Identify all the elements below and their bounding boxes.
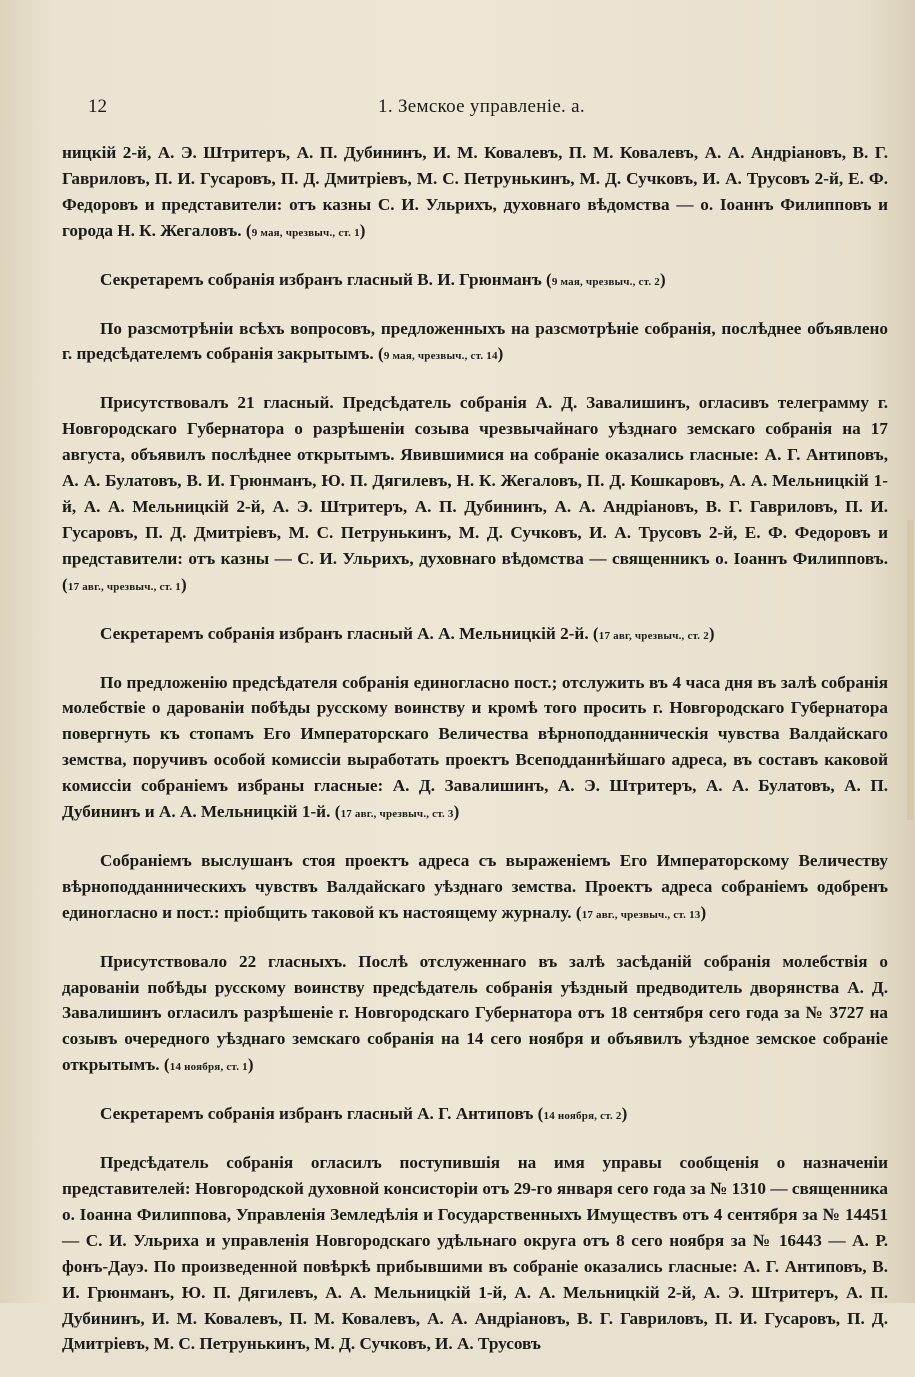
paragraph-text: Присутствовало 22 гласныхъ. Послѣ отслуженнаго въ залѣ засѣданій собранія молебствія о дарованіи побѣды русскому воинству предсѣдатель собранія уѣздный предводитель дворянства А. Д. Завалишинъ огласилъ разрѣшеніе г. Новгородскаго Губернатора отъ 18 сентября сего года за № 3727 на созывъ очередного уѣзднаго земскаго собранія на 14 сего ноября и объявилъ уѣздное земское собраніе открытымъ. bbox=[62, 951, 888, 1075]
journal-reference: ( 9 мая, чрезвыч., ст. 14 ) bbox=[378, 350, 504, 362]
journal-reference: ( 17 авг, чрезвыч., ст. 2 ) bbox=[593, 630, 715, 642]
paragraph-5 bbox=[62, 621, 888, 650]
journal-reference: ( 14 ноября, ст. 1 ) bbox=[164, 1061, 254, 1073]
paragraph-6 bbox=[62, 670, 888, 828]
page-edge-shadow bbox=[907, 520, 913, 820]
journal-reference: ( 9 мая, чрезвыч., ст. 2 ) bbox=[546, 276, 666, 288]
page-number: 12 bbox=[88, 96, 107, 117]
journal-reference: ( 9 мая, чрезвыч., ст. 1 ) bbox=[246, 227, 366, 239]
paragraph-text: Секретаремъ собранія избранъ гласный А. А. Мельницкій 2-й. bbox=[100, 623, 589, 643]
running-title: 1. Земское управленіе. а. bbox=[378, 96, 585, 117]
journal-reference: ( 17 авг., чрезвыч., ст. 13 ) bbox=[576, 909, 707, 921]
paragraph-text: Предсѣдатель собранія огласилъ поступившія на имя управы сообщенія о назначеніи представителей: Новгородской духовной консисторіи отъ 29-го января сего года за № 1310 — священника о. Іоанна Филиппова, Управленія Земледѣлія и Государственныхъ Имуществъ отъ 4 сентября за № 14451 — С. И. Ульриха и управленія Новгородскаго удѣльнаго округа отъ 8 сего ноября за № 16443 — А. Р. фонъ-Дауэ. По произведенной повѣркѣ прибывшими въ собраніе оказались гласные: А. Г. Антиповъ, В. И. Грюнманъ, Ю. П. Дягилевъ, А. А. Мельницкій 1-й, А. А. Мельницкій 2-й, А. Э. Штритеръ, А. П. Дубининъ, И. М. Ковалевъ, П. М. Ковалевъ, А. А. Андріановъ, В. Г. Гавриловъ, П. И. Гусаровъ, П. Д. Дмитріевъ, М. С. Петрунькинъ, М. Д. Сучковъ, И. А. Трусовъ bbox=[62, 1153, 888, 1354]
paragraph-1 bbox=[62, 140, 888, 247]
paragraph-10 bbox=[62, 1150, 888, 1357]
page-header bbox=[88, 96, 875, 122]
paragraph-text: Секретаремъ собранія избранъ гласный В. И. Грюнманъ bbox=[100, 269, 542, 289]
journal-reference: ( 14 ноября, ст. 2 ) bbox=[538, 1110, 628, 1122]
journal-reference: ( 17 авг., чрезвыч., ст. 3 ) bbox=[335, 808, 460, 820]
paragraph-7 bbox=[62, 848, 888, 929]
paragraph-3 bbox=[62, 316, 888, 371]
paragraph-2 bbox=[62, 267, 888, 296]
paragraph-text: По предложенію предсѣдателя собранія единогласно пост.; отслужить въ 4 часа дня въ залѣ собранія молебствіе о дарованіи побѣды русскому воинству и кромѣ того просить г. Новгородскаго Губернатора повергнуть къ стопамъ Его Императорскаго Величества вѣрноподданническія чувства Валдайскаго земства, поручивъ особой комиссіи выработать проектъ Всеподданнѣйшаго адреса, въ составъ каковой комиссіи собраніемъ избраны гласные: А. Д. Завалишинъ, А. Э. Штритеръ, А. А. Булатовъ, А. П. Дубининъ и А. А. Мельницкій 1-й. bbox=[62, 672, 888, 822]
paragraph-9 bbox=[62, 1101, 888, 1130]
paragraph-text: Присутствовалъ 21 гласный. Предсѣдатель собранія А. Д. Завалишинъ, огласивъ телеграмму г. Новгородскаго Губернатора о разрѣшеніи созыва чрезвычайнаго уѣзднаго земскаго собранія на 17 августа, объявилъ послѣднее открытымъ. Явившимися на собраніе оказались гласные: А. Г. Антиповъ, А. А. Булатовъ, В. И. Грюнманъ, Ю. П. Дягилевъ, Н. К. Жегаловъ, П. Д. Кошкаровъ, А. А. Мельницкій 1-й, А. А. Мельницкій 2-й, А. Э. Штритеръ, А. П. Дубининъ, А. А. Андріановъ, В. Г. Гавриловъ, П. И. Гусаровъ, П. Д. Дмитріевъ, М. С. Петрунькинъ, М. Д. Сучковъ, И. А. Трусовъ 2-й, Е. Ф. Федоровъ и представители: отъ казны — С. И. Ульрихъ, духовнаго вѣдомства — священникъ о. Іоаннъ Филипповъ. bbox=[62, 393, 888, 568]
paragraph-text: Секретаремъ собранія избранъ гласный А. Г. Антиповъ bbox=[100, 1104, 534, 1124]
paragraph-8 bbox=[62, 949, 888, 1082]
paragraph-4 bbox=[62, 390, 888, 600]
document-body bbox=[62, 140, 888, 1377]
paragraph-text: ницкій 2-й, А. Э. Штритеръ, А. П. Дубининъ, И. М. Ковалевъ, П. М. Ковалевъ, А. А. Андріановъ, В. Г. Гавриловъ, П. И. Гусаровъ, П. Д. Дмитріевъ, М. С. Петрунькинъ, М. Д. Сучковъ, И. А. Трусовъ 2-й, Е. Ф. Федоровъ и представители: отъ казны С. И. Ульрихъ, духовнаго вѣдомства — о. Іоаннъ Филипповъ и города Н. К. Жегаловъ. bbox=[62, 143, 888, 240]
paragraph-text: Собраніемъ выслушанъ стоя проектъ адреса съ выраженіемъ Его Императорскому Величеству вѣрноподданническихъ чувствъ Валдайскаго уѣзднаго земства. Проектъ адреса собраніемъ одобренъ единогласно и пост.: пріобщить таковой къ настоящему журналу. bbox=[62, 850, 888, 922]
journal-reference: ( 17 авг., чрезвыч., ст. 1 ) bbox=[62, 581, 187, 593]
paragraph-text: По разсмотрѣніи всѣхъ вопросовъ, предложенныхъ на разсмотрѣніе собранія, послѣднее объявлено г. предсѣдателемъ собранія закрытымъ. bbox=[62, 318, 888, 364]
